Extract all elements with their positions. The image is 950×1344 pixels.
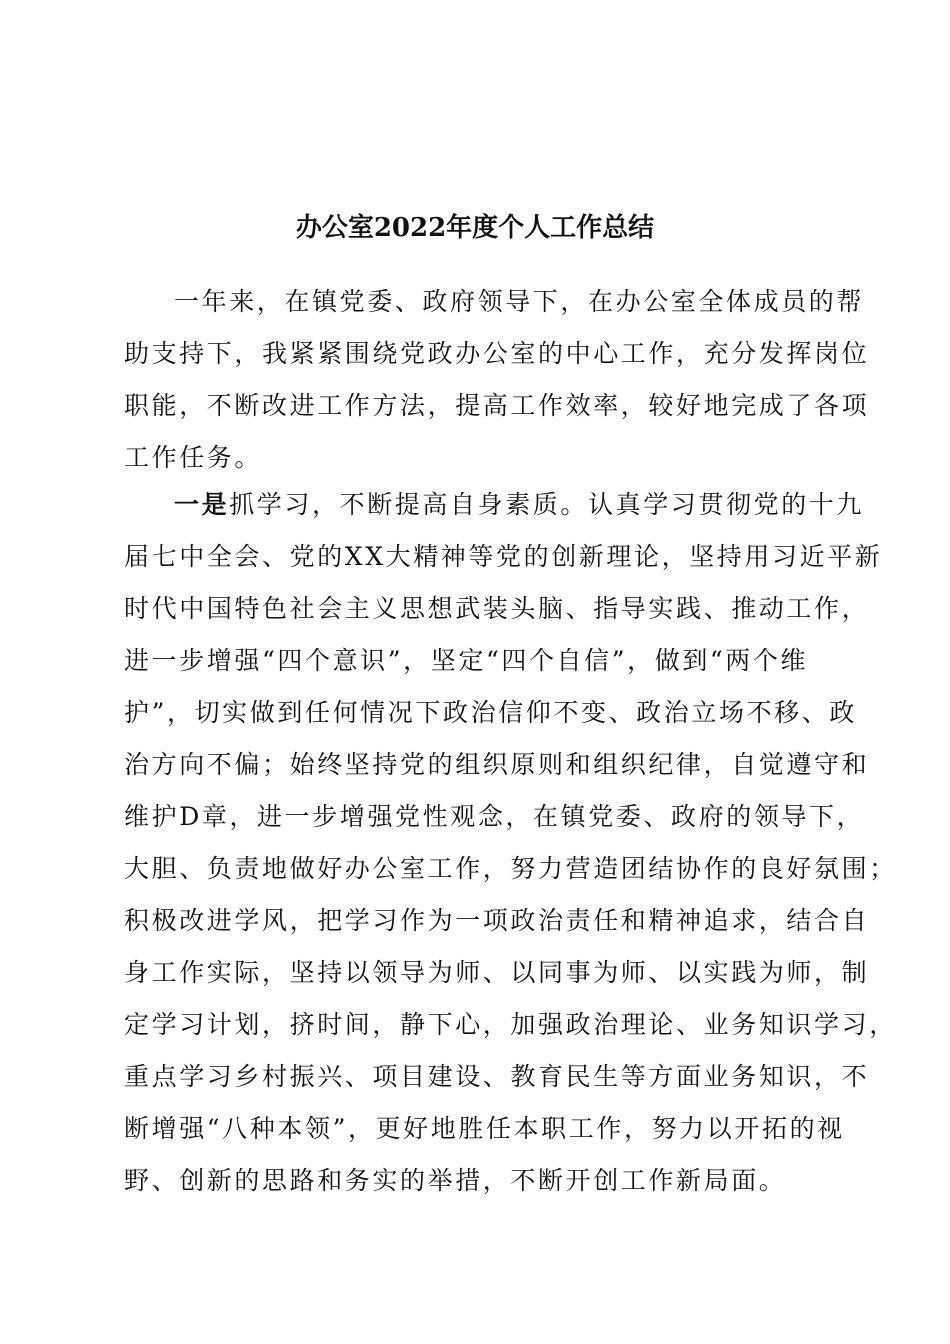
paragraph-1-line-4: 工作任务。 [124, 443, 263, 472]
paragraph-2-line-11: 定学习计划，挤时间，静下心，加强政治理论、业务知识学习， [124, 1010, 897, 1039]
paragraph-2-line-8: 大胆、负责地做好办公室工作，努力营造团结协作的良好氛围； [124, 854, 897, 883]
document-title: 办公室2022年度个人工作总结 [295, 213, 655, 243]
paragraph-2-first-line-text: 抓学习，不断提高自身素质。认真学习贯彻党的十九 [229, 490, 865, 519]
paragraph-2-lead: 一是 [174, 490, 230, 519]
paragraph-1-line-1: 一年来，在镇党委、政府领导下，在办公室全体成员的帮 [174, 287, 865, 316]
paragraph-1-line-3: 职能，不断改进工作方法，提高工作效率，较好地完成了各项 [124, 391, 870, 420]
paragraph-2-line-6: 治方向不偏；始终坚持党的组织原则和组织纪律，自觉遵守和 [124, 750, 870, 779]
paragraph-2-line-4: 进一步增强“四个意识”，坚定“四个自信”，做到“两个维 [124, 646, 809, 675]
paragraph-2-line-2: 届七中全会、党的XX大精神等党的创新理论，坚持用习近平新 [124, 542, 883, 571]
paragraph-2-line-12: 重点学习乡村振兴、项目建设、教育民生等方面业务知识，不 [124, 1062, 870, 1091]
paragraph-2-line-7: 维护D章，进一步增强党性观念，在镇党委、政府的领导下， [124, 802, 865, 831]
paragraph-2-line-14: 野、创新的思路和务实的举措，不断开创工作新局面。 [124, 1166, 787, 1195]
paragraph-2-line-9: 积极改进学风，把学习作为一项政治责任和精神追求，结合自 [124, 906, 870, 935]
paragraph-2-line-5: 护”，切实做到任何情况下政治信仰不变、政治立场不移、政 [124, 698, 857, 727]
paragraph-2-line-1 [174, 480, 865, 530]
paragraph-2-line-10: 身工作实际，坚持以领导为师、以同事为师、以实践为师，制 [124, 958, 870, 987]
paragraph-2-line-3: 时代中国特色社会主义思想武装头脑、指导实践、推动工作， [124, 594, 870, 623]
paragraph-2-line-13: 断增强“八种本领”，更好地胜任本职工作，努力以开拓的视 [124, 1114, 845, 1143]
paragraph-1-line-2: 助支持下，我紧紧围绕党政办公室的中心工作，充分发挥岗位 [124, 339, 870, 368]
